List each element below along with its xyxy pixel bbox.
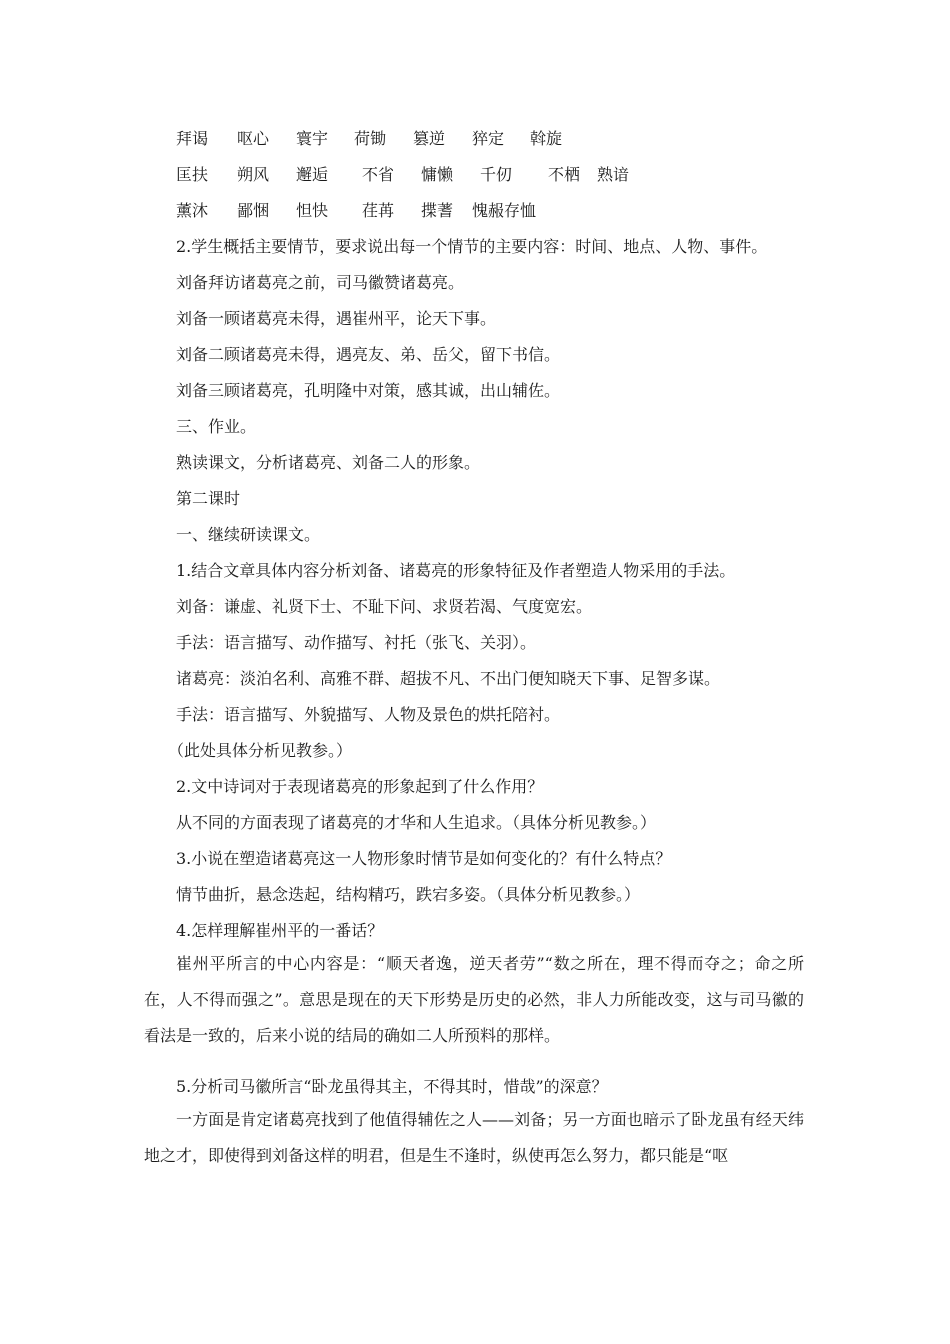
answer-method-1: 手法：语言描写、动作描写、衬托（张飞、关羽）。 — [176, 633, 537, 652]
vocab-row-3 — [176, 198, 576, 226]
lesson-2-heading: 第二课时 — [176, 489, 241, 508]
vocab-word: 呕心 — [237, 129, 270, 148]
question-5: 5.分析司马徽所言“卧龙虽得其主，不得其时，惜哉”的深意？ — [176, 1077, 608, 1096]
question-3: 3.小说在塑造诸葛亮这一人物形象时情节是如何变化的？有什么特点？ — [176, 849, 672, 868]
vocab-word: 不栖 — [548, 165, 581, 184]
vocab-word: 慵懒 — [421, 165, 454, 184]
question-2: 2.文中诗词对于表现诸葛亮的形象起到了什么作用？ — [176, 777, 544, 796]
vocab-word: 猝定 — [472, 129, 505, 148]
vocab-word: 千仞 — [480, 165, 513, 184]
vocab-word: 愧赧存恤 — [472, 201, 537, 220]
answer-5-paragraph: 一方面是肯定诸葛亮找到了他值得辅佐之人——刘备；另一方面也暗示了卧龙虽有经天纬地之才，即使得到刘备这样的明君，但是生不逢时，纵使再怎么努力，都只能是“呕 — [144, 1110, 804, 1165]
vocab-word: 朔风 — [237, 165, 270, 184]
answer-2: 从不同的方面表现了诸葛亮的才华和人生追求。（具体分析见教参。） — [176, 813, 657, 832]
vocab-word: 不省 — [362, 165, 395, 184]
vocab-word: 拜谒 — [176, 129, 209, 148]
plot-summary-1: 刘备拜访诸葛亮之前，司马徽赞诸葛亮。 — [176, 273, 465, 292]
homework-text: 熟读课文，分析诸葛亮、刘备二人的形象。 — [176, 453, 481, 472]
vocab-word: 荷锄 — [354, 129, 387, 148]
answer-method-2: 手法：语言描写、外貌描写、人物及景色的烘托陪衬。 — [176, 705, 561, 724]
plot-summary-2: 刘备一顾诸葛亮未得，遇崔州平，论天下事。 — [176, 309, 497, 328]
vocab-word: 熟谙 — [597, 165, 630, 184]
vocab-word: 篡逆 — [413, 129, 446, 148]
question-4: 4.怎样理解崔州平的一番话？ — [176, 921, 384, 940]
section-1-heading: 一、继续研读课文。 — [176, 525, 321, 544]
vocab-word: 邂逅 — [296, 165, 329, 184]
note-1: （此处具体分析见教参。） — [168, 741, 353, 760]
plot-summary-3: 刘备二顾诸葛亮未得，遇亮友、弟、岳父，留下书信。 — [176, 345, 561, 364]
question-1: 1.结合文章具体内容分析刘备、诸葛亮的形象特征及作者塑造人物采用的手法。 — [176, 561, 736, 580]
answer-3: 情节曲折，悬念迭起，结构精巧，跌宕多姿。（具体分析见教参。） — [176, 885, 641, 904]
vocab-word: 鄙悃 — [237, 201, 270, 220]
vocab-word: 荏苒 — [362, 201, 395, 220]
vocab-word: 怛快 — [296, 201, 329, 220]
vocab-word: 揲蓍 — [421, 201, 454, 220]
vocab-word: 斡旋 — [530, 129, 563, 148]
task-2-instruction: 2.学生概括主要情节，要求说出每一个情节的主要内容：时间、地点、人物、事件。 — [176, 237, 768, 256]
vocab-word: 匡扶 — [176, 165, 209, 184]
answer-4-paragraph: 崔州平所言的中心内容是：“顺天者逸，逆天者劳”“数之所在，理不得而夺之；命之所在，人不得而强之”。意思是现在的天下形势是历史的必然，非人力所能改变，这与司马徽的看法是一致的，后来小说的结局的确如二人所预料的那样。 — [144, 954, 804, 1045]
vocab-word: 薰沐 — [176, 201, 209, 220]
vocab-row-2 — [176, 162, 636, 190]
answer-liubei: 刘备：谦虚、礼贤下士、不耻下问、求贤若渴、气度宽宏。 — [176, 597, 593, 616]
vocab-word: 寰宇 — [296, 129, 329, 148]
vocab-row-1 — [176, 126, 596, 154]
homework-heading: 三、作业。 — [176, 417, 257, 436]
plot-summary-4: 刘备三顾诸葛亮，孔明隆中对策，感其诚，出山辅佐。 — [176, 381, 561, 400]
answer-zhuge: 诸葛亮：淡泊名利、高雅不群、超拔不凡、不出门便知晓天下事、足智多谋。 — [176, 669, 721, 688]
